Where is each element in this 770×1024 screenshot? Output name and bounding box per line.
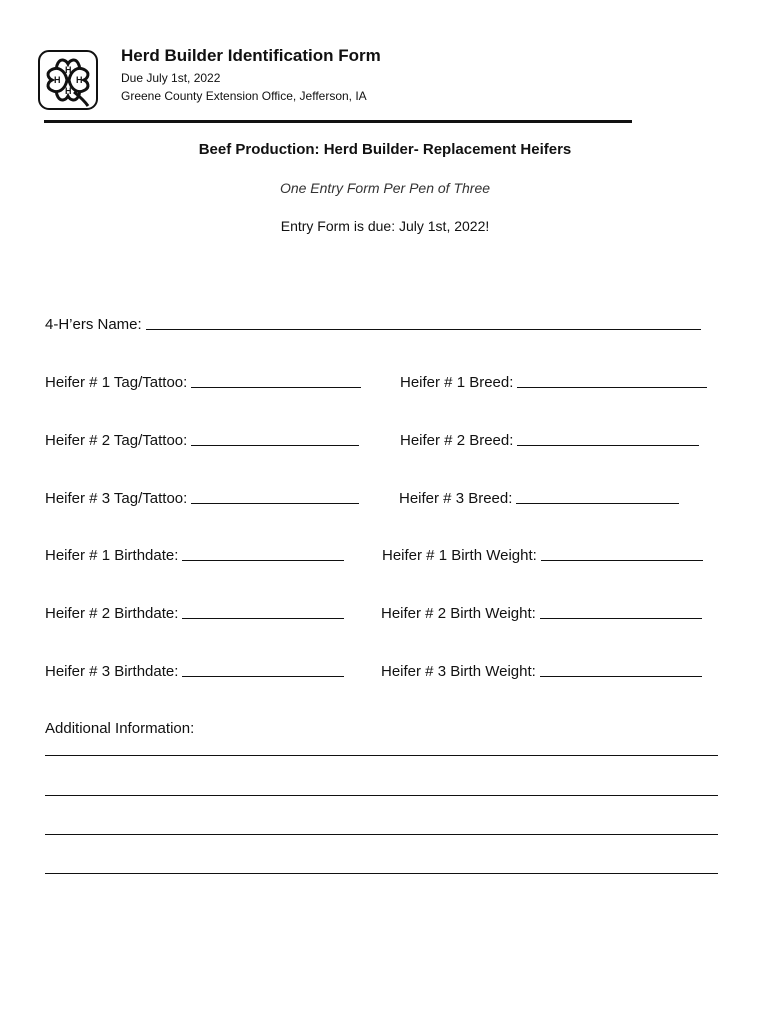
heifer3-birth-weight-label: Heifer # 3 Birth Weight:	[381, 663, 536, 680]
svg-text:H: H	[65, 86, 72, 96]
additional-info-line[interactable]	[45, 873, 718, 874]
name-label: 4-H’ers Name:	[45, 316, 142, 333]
four-h-clover-icon	[38, 50, 98, 110]
section-title: Beef Production: Herd Builder- Replacement Heifers	[198, 141, 572, 158]
svg-text:H: H	[54, 75, 61, 85]
name-field[interactable]	[45, 314, 701, 333]
heifer3-birthdate-field[interactable]	[45, 661, 344, 680]
heifer3-birth-weight-field[interactable]	[381, 661, 702, 680]
heifer3-birth-weight-blank[interactable]	[540, 661, 702, 677]
header-divider	[44, 120, 632, 123]
header-due-date: Due July 1st, 2022	[121, 71, 221, 85]
heifer1-birth-weight-field[interactable]	[382, 545, 703, 564]
heifer2-tag-label: Heifer # 2 Tag/Tattoo:	[45, 432, 188, 449]
heifer2-birthdate-field[interactable]	[45, 603, 344, 622]
heifer1-birthdate-blank[interactable]	[182, 545, 344, 561]
additional-info-line[interactable]	[45, 755, 718, 756]
heifer1-birthdate-field[interactable]	[45, 545, 344, 564]
heifer2-breed-field[interactable]	[400, 430, 699, 449]
heifer1-breed-field[interactable]	[400, 372, 707, 391]
svg-text:H: H	[76, 75, 83, 85]
heifer2-birthdate-label: Heifer # 2 Birthdate:	[45, 605, 179, 622]
heifer1-birth-weight-blank[interactable]	[541, 545, 703, 561]
form-title: Herd Builder Identification Form	[121, 46, 381, 65]
heifer3-birthdate-blank[interactable]	[182, 661, 344, 677]
heifer2-breed-blank[interactable]	[517, 430, 699, 446]
heifer3-breed-field[interactable]	[399, 488, 679, 507]
heifer2-breed-label: Heifer # 2 Breed:	[400, 432, 514, 449]
svg-text:H: H	[65, 65, 72, 75]
heifer1-tag-label: Heifer # 1 Tag/Tattoo:	[45, 374, 188, 391]
heifer3-tag-blank[interactable]	[191, 488, 359, 504]
heifer2-birth-weight-label: Heifer # 2 Birth Weight:	[381, 605, 536, 622]
heifer2-tag-field[interactable]	[45, 430, 359, 449]
subtitle: One Entry Form Per Pen of Three	[279, 180, 491, 196]
name-blank[interactable]	[146, 314, 701, 330]
heifer1-birthdate-label: Heifer # 1 Birthdate:	[45, 547, 179, 564]
heifer1-breed-label: Heifer # 1 Breed:	[400, 374, 514, 391]
heifer3-tag-field[interactable]	[45, 488, 359, 507]
heifer3-breed-blank[interactable]	[516, 488, 679, 504]
additional-info-line[interactable]	[45, 834, 718, 835]
header-office: Greene County Extension Office, Jefferson, IA	[121, 89, 367, 103]
heifer1-tag-field[interactable]	[45, 372, 361, 391]
heifer3-tag-label: Heifer # 3 Tag/Tattoo:	[45, 490, 188, 507]
heifer1-birth-weight-label: Heifer # 1 Birth Weight:	[382, 547, 537, 564]
heifer2-birthdate-blank[interactable]	[182, 603, 344, 619]
additional-info-label: Additional Information:	[45, 720, 195, 737]
heifer3-birthdate-label: Heifer # 3 Birthdate:	[45, 663, 179, 680]
heifer2-tag-blank[interactable]	[191, 430, 359, 446]
heifer1-tag-blank[interactable]	[191, 372, 361, 388]
due-notice: Entry Form is due: July 1st, 2022!	[280, 218, 490, 234]
additional-info-line[interactable]	[45, 795, 718, 796]
heifer3-breed-label: Heifer # 3 Breed:	[399, 490, 513, 507]
heifer1-breed-blank[interactable]	[517, 372, 707, 388]
heifer2-birth-weight-field[interactable]	[381, 603, 702, 622]
heifer2-birth-weight-blank[interactable]	[540, 603, 702, 619]
